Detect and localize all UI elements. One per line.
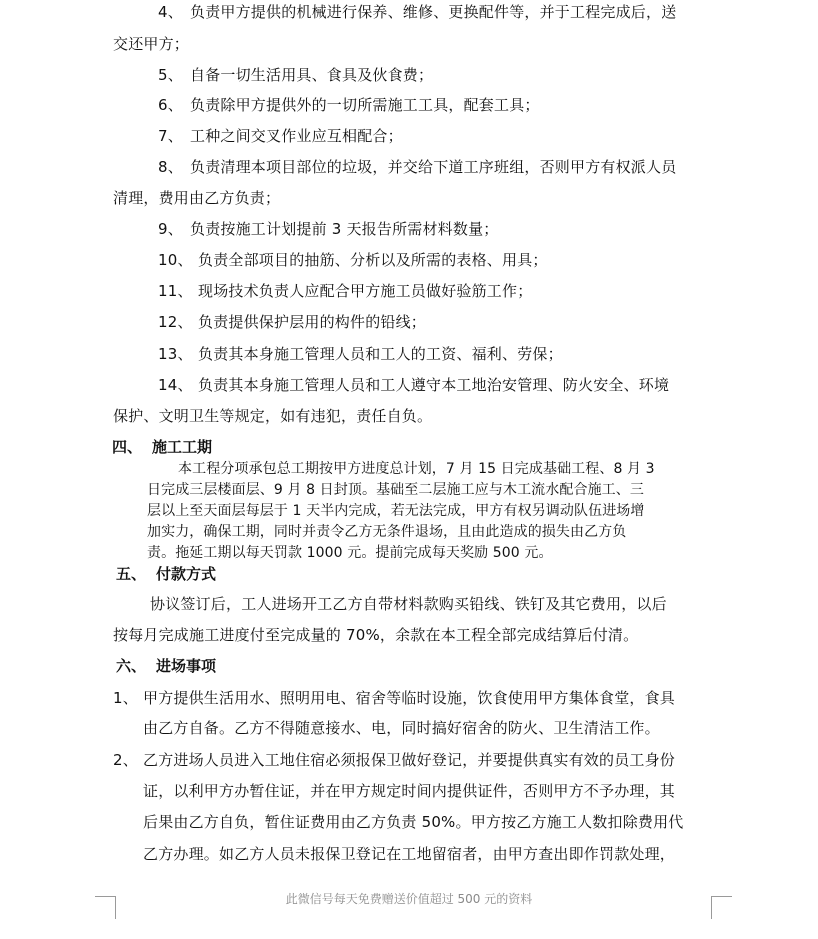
list-item: 8、 负责清理本项目部位的垃圾，并交给下道工序班组，否则甲方有权派人员 [158,158,677,176]
paragraph-line: 本工程分项承包总工期按甲方进度总计划，7 月 15 日完成基础工程、8 月 3 [178,461,655,477]
list-item-continuation: 乙方办理。如乙方人员未报保卫登记在工地留宿者，由甲方查出即作罚款处理， [143,845,676,863]
list-item: 2、 乙方进场人员进入工地住宿必须报保卫做好登记，并要提供真实有效的员工身份 [113,751,676,769]
list-item-continuation: 由乙方自备。乙方不得随意接水、电，同时搞好宿舍的防火、卫生清洁工作。 [143,719,660,737]
paragraph-line: 日完成三层楼面层、9 月 8 日封顶。基础至二层施工应与木工流水配合施工、三 [147,482,644,498]
list-item: 14、 负责其本身施工管理人员和工人遵守本工地治安管理、防火安全、环境 [158,376,670,394]
list-item: 13、 负责其本身施工管理人员和工人的工资、福利、劳保； [158,345,563,363]
section-heading-payment: 五、 付款方式 [116,565,217,583]
list-item-continuation: 保护、文明卫生等规定，如有违犯，责任自负。 [113,407,433,425]
paragraph-line: 协议签订后，工人进场开工乙方自带材料款购买铅线、铁钉及其它费用，以后 [150,595,667,613]
list-item-continuation: 后果由乙方自负，暂住证费用由乙方负责 50%。甲方按乙方施工人数扣除费用代 [143,813,684,831]
list-item: 12、 负责提供保护层用的构件的铅线； [158,313,427,331]
paragraph-line: 按每月完成施工进度付至完成量的 70%，余款在本工程全部完成结算后付清。 [113,626,639,644]
list-item: 5、 自备一切生活用具、食具及伙食费； [158,66,434,84]
list-item: 11、 现场技术负责人应配合甲方施工员做好验筋工作； [158,282,533,300]
list-item: 9、 负责按施工计划提前 3 天报告所需材料数量； [158,220,499,238]
paragraph-line: 加实力，确保工期，同时并责令乙方无条件退场，且由此造成的损失由乙方负 [147,524,627,540]
list-item-continuation: 交还甲方； [113,35,190,53]
paragraph-line: 责。拖延工期以每天罚款 1000 元。提前完成每天奖励 500 元。 [147,545,553,561]
list-item: 4、 负责甲方提供的机械进行保养、维修、更换配件等，并于工程完成后，送 [158,3,677,21]
section-heading-schedule: 四、 施工工期 [112,438,213,456]
list-item: 7、 工种之间交叉作业应互相配合； [158,127,403,145]
list-item: 1、 甲方提供生活用水、照明用电、宿舍等临时设施，饮食使用甲方集体食堂，食具 [113,689,676,707]
list-item-continuation: 证，以利甲方办暂住证，并在甲方规定时间内提供证件，否则甲方不予办理，其 [143,782,676,800]
list-item: 6、 负责除甲方提供外的一切所需施工工具，配套工具； [158,96,540,114]
list-item-continuation: 清理，费用由乙方负责； [113,189,281,207]
page-footer: 此微信号每天免费赠送价值超过 500 元的资料 [285,892,533,906]
list-item: 10、 负责全部项目的抽筋、分析以及所需的表格、用具； [158,251,548,269]
section-heading-entry-matters: 六、 进场事项 [116,657,217,675]
paragraph-line: 层以上至天面层每层于 1 天半内完成，若无法完成，甲方有权另调动队伍进场增 [147,503,645,519]
